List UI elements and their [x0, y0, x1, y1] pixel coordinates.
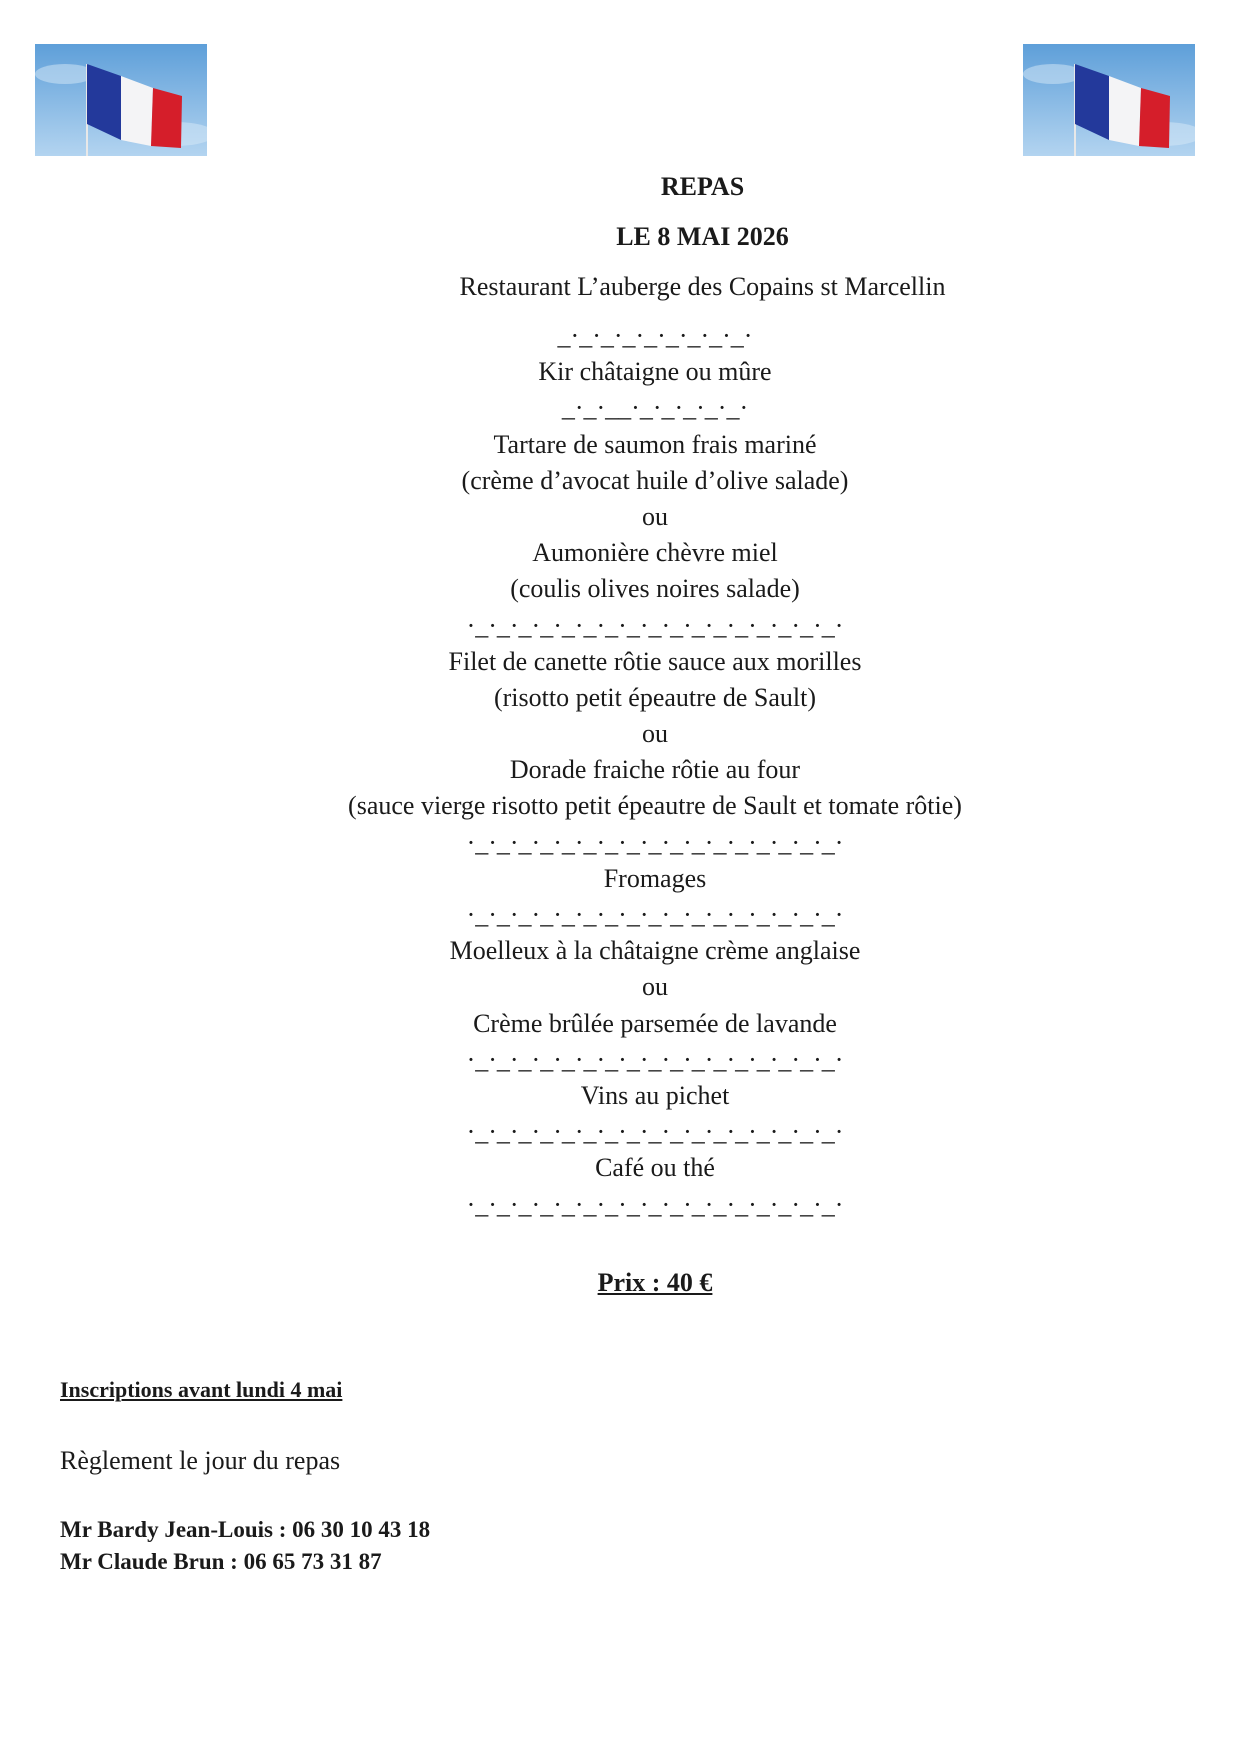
contact-line: Mr Claude Brun : 06 65 73 31 87	[60, 1549, 382, 1574]
contacts	[60, 1514, 430, 1578]
menu-item: ou	[642, 719, 668, 749]
menu-separator: _·_·__·_·_·_·_·_·	[561, 393, 749, 423]
menu-item: Vins au pichet	[580, 1080, 730, 1110]
menu-separator: ·_·_·_·_·_·_·_·_·_·_·_·_·_·_·_·_·_·	[466, 610, 844, 640]
registration-deadline: Inscriptions avant lundi 4 mai	[60, 1377, 343, 1402]
menu-separator: _·_·_·_·_·_·_·_·_·	[557, 321, 753, 350]
menu-item: Fromages	[603, 863, 707, 893]
menu-item: Moelleux à la châtaigne crème anglaise	[449, 936, 861, 966]
menu-separator: ·_·_·_·_·_·_·_·_·_·_·_·_·_·_·_·_·_·	[466, 827, 844, 857]
menu-item: Filet de canette rôtie sauce aux morilles	[448, 646, 862, 676]
french-flag-image-left	[35, 44, 207, 156]
price: Prix : 40 €	[597, 1268, 713, 1297]
contact-line: Mr Bardy Jean-Louis : 06 30 10 43 18	[60, 1517, 431, 1542]
event-date: LE 8 MAI 2026	[616, 222, 789, 251]
menu-separator: ·_·_·_·_·_·_·_·_·_·_·_·_·_·_·_·_·_·	[466, 1117, 844, 1147]
french-flag-icon	[35, 44, 207, 156]
french-flag-icon	[1023, 44, 1195, 156]
menu-item: Aumonière chèvre miel	[532, 538, 778, 568]
restaurant-name: Restaurant L’auberge des Copains st Marcellin	[459, 272, 946, 301]
payment-info: Règlement le jour du repas	[60, 1446, 341, 1475]
menu-item: Kir châtaigne ou mûre	[538, 357, 772, 387]
menu-item: (risotto petit épeautre de Sault)	[493, 682, 816, 712]
french-flag-image-right	[1023, 44, 1195, 156]
menu-item: (crème d’avocat huile d’olive salade)	[461, 465, 849, 495]
menu-item: (coulis olives noires salade)	[510, 574, 800, 604]
menu-item: Café ou thé	[595, 1153, 715, 1183]
menu-item: ou	[642, 972, 668, 1002]
menu-list	[0, 318, 1241, 1223]
menu-separator: ·_·_·_·_·_·_·_·_·_·_·_·_·_·_·_·_·_·	[466, 1044, 844, 1074]
menu-item: Tartare de saumon frais mariné	[493, 429, 817, 459]
menu-item: Crème brûlée parsemée de lavande	[473, 1008, 837, 1038]
menu-separator: ·_·_·_·_·_·_·_·_·_·_·_·_·_·_·_·_·_·	[466, 1189, 844, 1219]
menu-separator: ·_·_·_·_·_·_·_·_·_·_·_·_·_·_·_·_·_·	[466, 900, 844, 929]
menu-item: ou	[642, 501, 668, 531]
menu-item: (sauce vierge risotto petit épeautre de Sault et tomate rôtie)	[348, 791, 962, 821]
page-title: REPAS	[660, 172, 745, 201]
menu-item: Dorade fraiche rôtie au four	[509, 755, 801, 785]
